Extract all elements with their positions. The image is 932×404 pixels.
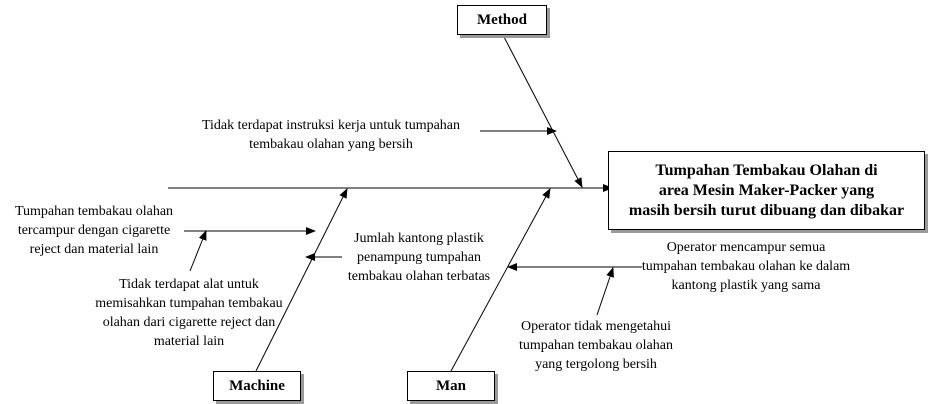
category-box-method (457, 5, 547, 35)
effect-box (608, 151, 925, 230)
cause-machine-2 (92, 275, 286, 351)
cause-arrow-machine-2 (190, 231, 206, 271)
method-bone (503, 35, 582, 187)
cause-machine-2-line-4: material lain (153, 334, 225, 349)
cause-man-1-line-1: Operator mencampur semua (666, 240, 826, 255)
cause-method-1-line-2: tembakau olahan yang bersih (249, 137, 413, 152)
category-box-machine (213, 371, 301, 401)
cause-method-1 (185, 116, 477, 154)
cause-machine-1-line-3: reject dan material lain (29, 242, 159, 257)
cause-machine-2-line-2: memisahkan tumpahan tembakau (95, 296, 283, 311)
cause-machine-2-line-3: olahan dari cigarette reject dan (102, 315, 276, 330)
cause-man-1-line-3: kantong plastik yang sama (671, 278, 821, 293)
effect-line-2: area Mesin Maker-Packer yang (658, 181, 875, 199)
category-label-machine: Machine (229, 377, 285, 394)
cause-man-1-line-2: tumpahan tembakau olahan ke dalam (641, 259, 851, 274)
cause-machine-1-line-1: Tumpahan tembakau olahan (14, 204, 174, 219)
category-box-man (407, 371, 495, 401)
cause-man-2-line-1: Operator tidak mengetahui (520, 319, 672, 334)
cause-machine-3-line-3: tembakau olahan terbatas (347, 269, 491, 284)
effect-line-1: Tumpahan Tembakau Olahan di (655, 161, 878, 179)
cause-machine-3-line-2: penampung tumpahan (356, 250, 482, 265)
cause-man-2 (508, 317, 684, 374)
cause-machine-1-line-2: tercampur dengan cigarette (17, 223, 171, 238)
cause-man-2-line-2: tumpahan tembakau olahan (519, 338, 673, 353)
cause-method-1-line-1: Tidak terdapat instruksi kerja untuk tumpahan (201, 118, 461, 133)
cause-machine-1 (4, 202, 184, 259)
category-label-man: Man (436, 377, 466, 394)
cause-machine-2-line-1: Tidak terdapat alat untuk (119, 277, 259, 292)
cause-man-1 (638, 238, 854, 295)
effect-line-3: masih bersih turut dibuang dan dibakar (628, 201, 905, 219)
cause-arrow-man-2 (597, 268, 613, 315)
cause-machine-3 (339, 229, 499, 286)
category-label-method: Method (477, 11, 527, 28)
cause-machine-3-line-1: Jumlah kantong plastik (354, 231, 484, 246)
cause-man-2-line-3: yang tergolong bersih (535, 357, 657, 372)
